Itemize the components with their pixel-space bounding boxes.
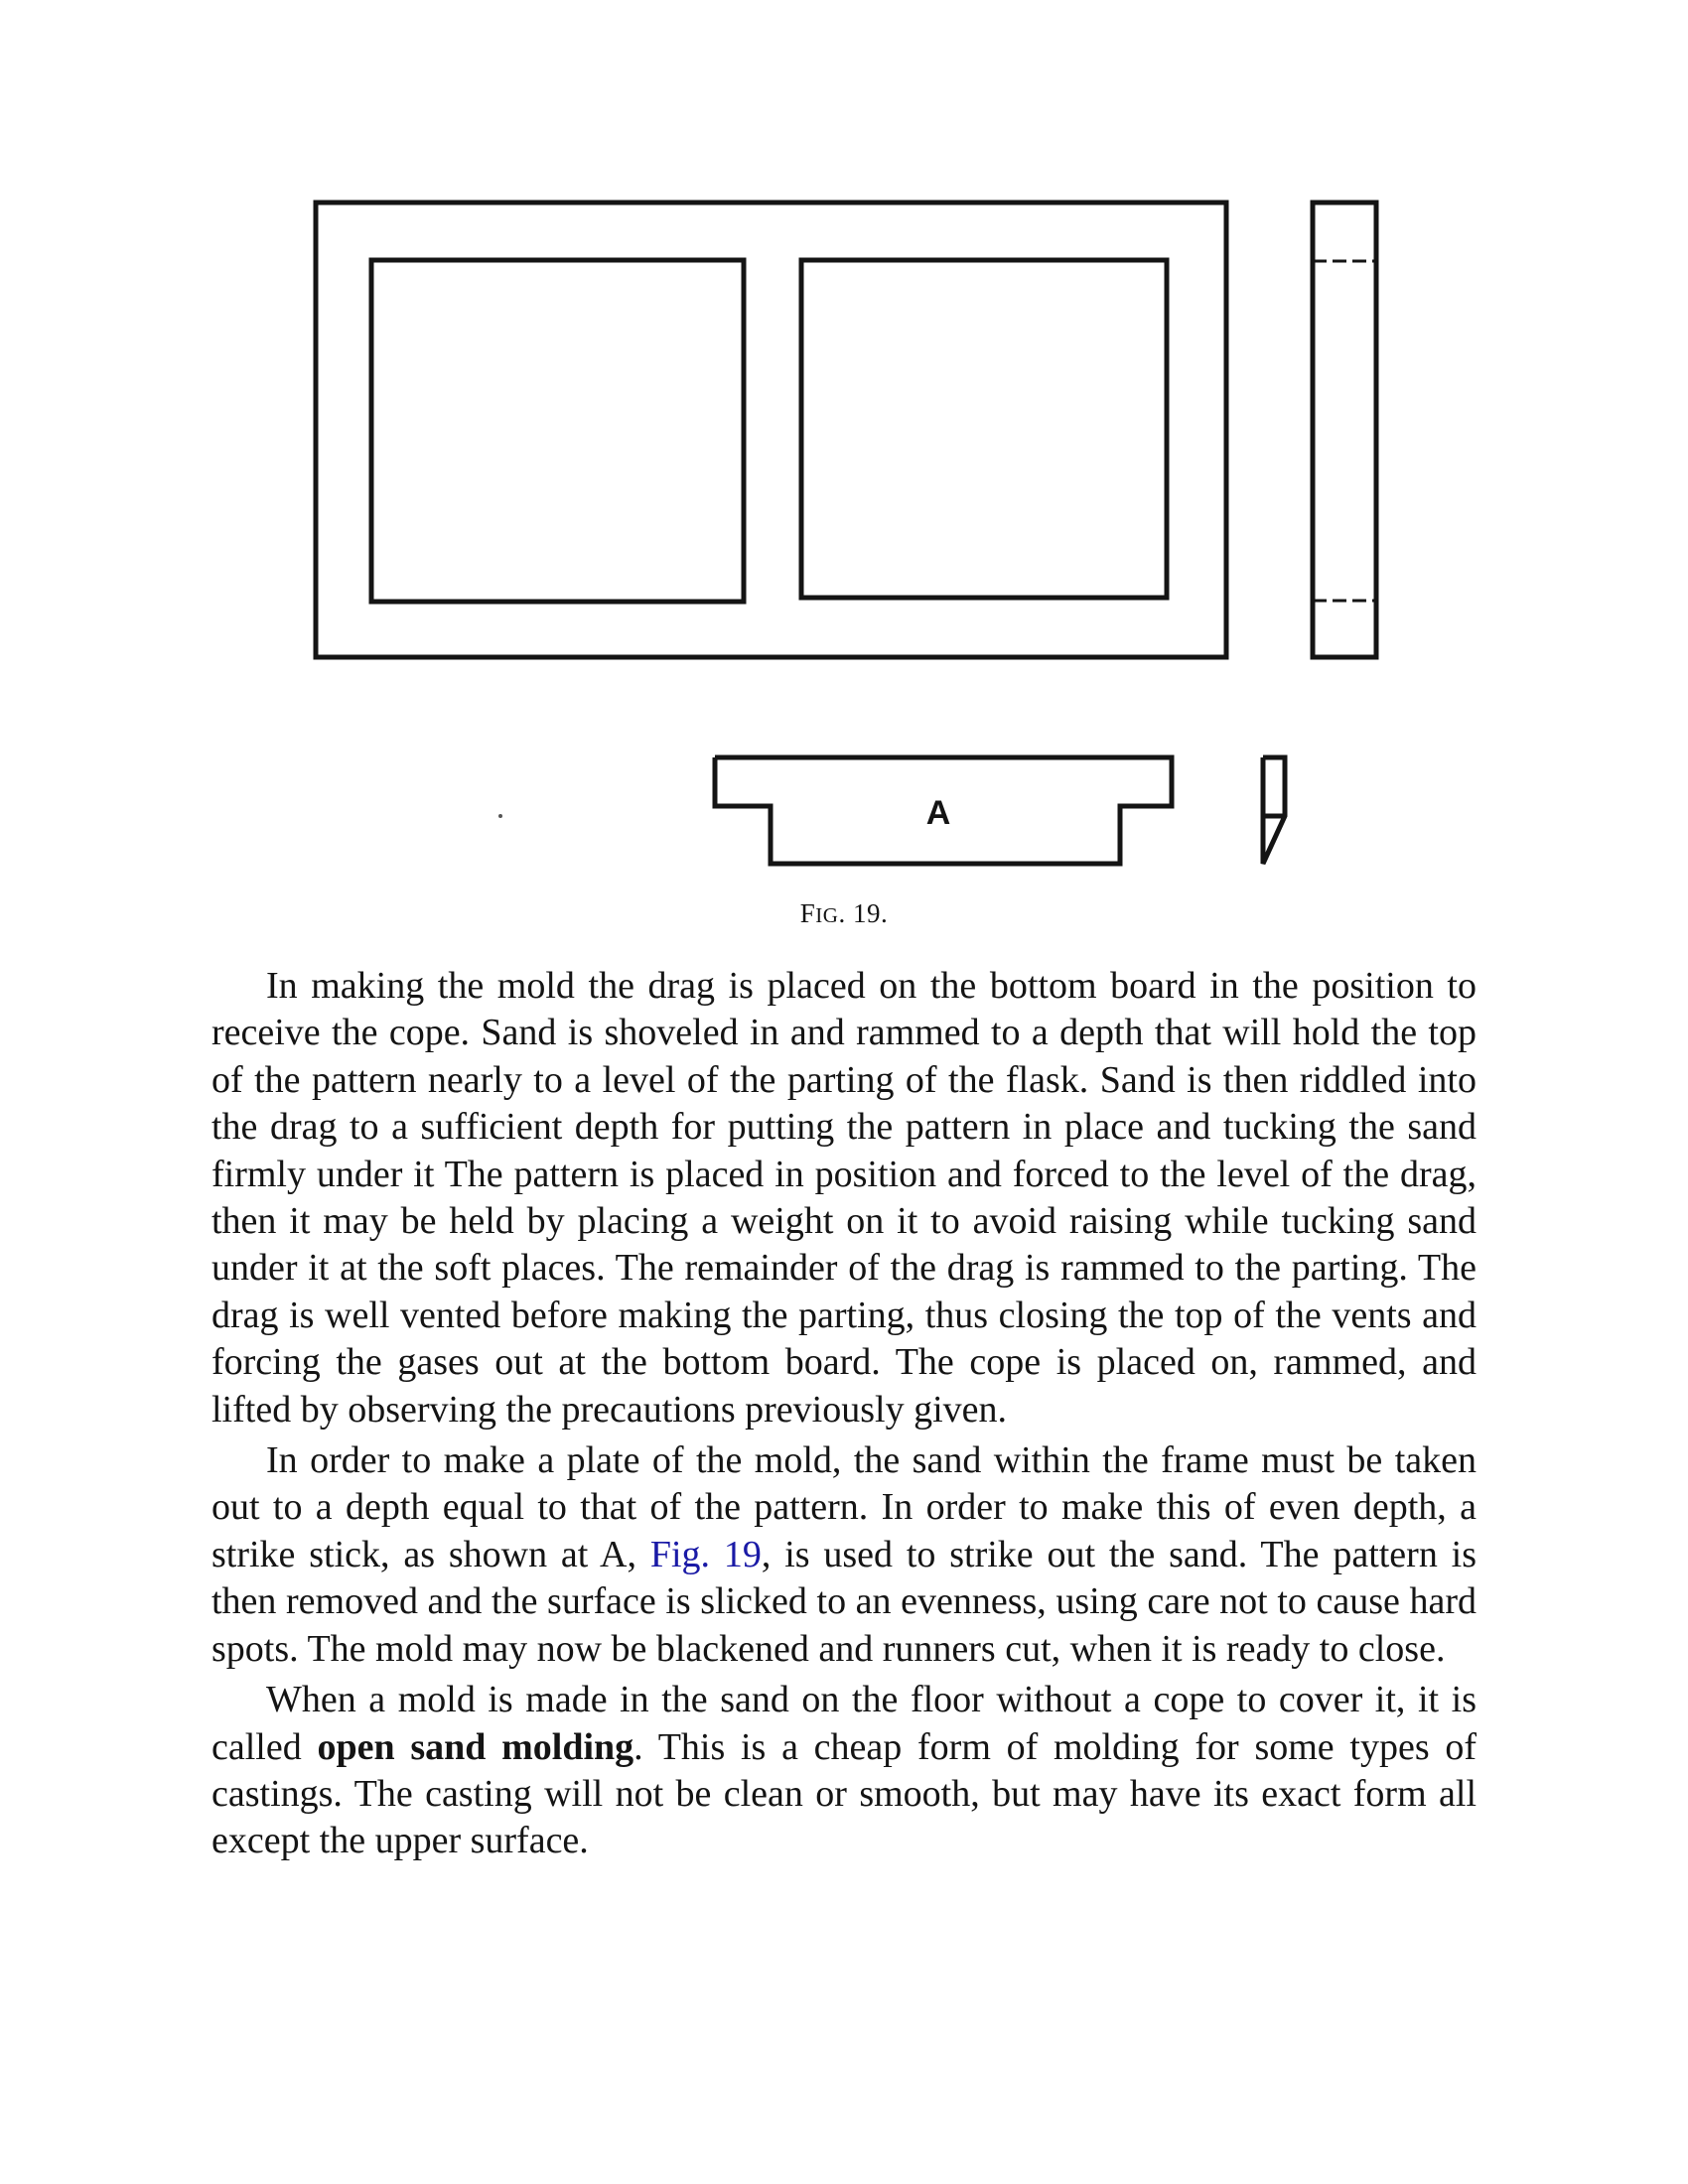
paragraph-2 bbox=[211, 1437, 1477, 1673]
caption-small-caps: IG bbox=[815, 903, 839, 927]
figure-19-link[interactable]: Fig. 19 bbox=[649, 1533, 762, 1575]
figure-19-drawing bbox=[0, 0, 1688, 893]
paragraph-2-start: In order to make a plate of the mold, the sand within the frame must be taken out to a depth equal to that of the pattern. In order to make this of even depth, a strike stick, as shown at A, bbox=[211, 1439, 1477, 1575]
paragraph-1: In making the mold the drag is placed on the bottom board in the position to receive the cope. Sand is shoveled in and rammed to a depth that will hold the top of the pattern nearly to a level of the parting of the flask. Sand is then riddled into the drag to a sufficient depth for putting the pattern in place and tucking the sand firmly under it The pattern is placed in position and forced to the level of the drag, then it may be held by placing a weight on it to avoid raising while tucking sand under it at the soft places. The remainder of the drag is rammed to the parting. The drag is well vented before making the parting, thus closing the top of the vents and forcing the gases out at the bottom board. The cope is placed on, rammed, and lifted by observing the precautions previously given. bbox=[211, 965, 1477, 1431]
paragraph-2-end: , is used to strike out the sand. The pattern is then removed and the surface is slicked to an evenness, using care not to cause hard spots. The mold may now be blackened and runners cut, when it is ready to close. bbox=[211, 1533, 1477, 1670]
body-text bbox=[211, 963, 1477, 1869]
figure-19 bbox=[0, 0, 1688, 893]
caption-prefix: F bbox=[799, 898, 816, 928]
speck-mark bbox=[498, 814, 502, 818]
flask-side-view bbox=[1313, 203, 1376, 657]
open-sand-molding-term: open sand molding bbox=[317, 1725, 634, 1768]
strike-stick-end-view bbox=[1263, 757, 1285, 864]
paragraph-3-end: . This is a cheap form of molding for some types of castings. The casting will not be clean or smooth, but may have its exact form all except the upper surface. bbox=[211, 1725, 1477, 1862]
flask-frame-outline bbox=[316, 203, 1226, 657]
caption-number: . 19. bbox=[838, 898, 889, 928]
figure-caption bbox=[0, 898, 1688, 929]
paragraph-3-start: When a mold is made in the sand on the floor without a cope to cover it, it is called bbox=[211, 1679, 1477, 1768]
flask-right-opening bbox=[801, 260, 1167, 598]
flask-left-opening bbox=[371, 260, 744, 602]
paragraph-3 bbox=[211, 1677, 1477, 1865]
strike-stick-label: A bbox=[925, 794, 951, 832]
